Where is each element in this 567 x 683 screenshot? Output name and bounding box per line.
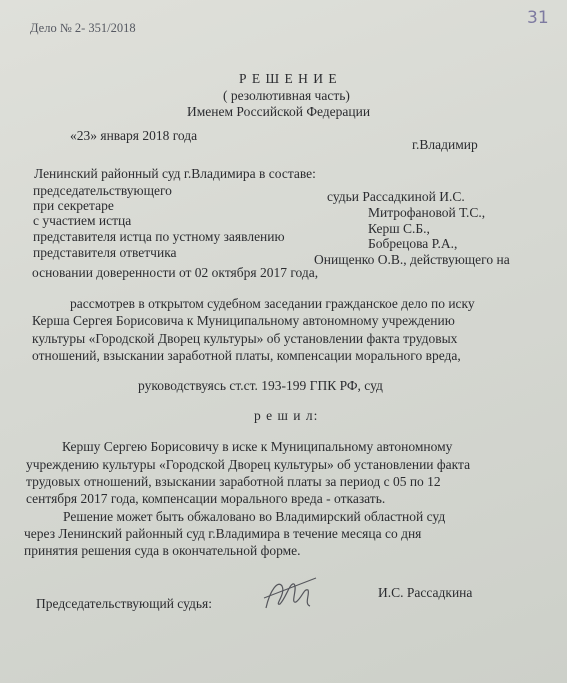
- role-label-secretary: при секретаре: [33, 198, 114, 213]
- decided-heading: р е ш и л:: [254, 408, 319, 423]
- role-name-judge: судьи Рассадкиной И.С.: [327, 189, 465, 204]
- handwritten-page-number: 31: [527, 8, 549, 28]
- decision-line: учреждению культуры «Городской Дворец культуры» об установлении факта: [26, 457, 471, 472]
- signature-label: Председательствующий судья:: [36, 596, 213, 611]
- considered-line: культуры «Городской Дворец культуры» об установлении факта трудовых: [32, 331, 458, 346]
- role-label-plaintiff: с участием истца: [33, 213, 132, 228]
- appeal-line: принятия решения суда в окончательной форме.: [24, 543, 301, 558]
- considered-line: Керша Сергея Борисовича к Муниципальному автономному учреждению: [32, 313, 455, 328]
- court-composition: Ленинский районный суд г.Владимира в составе:: [34, 166, 316, 181]
- appeal-line: Решение может быть обжаловано во Владимирский областной суд: [63, 509, 446, 524]
- document-title: Р Е Ш Е Н И Е: [239, 71, 338, 86]
- decision-city: г.Владимир: [412, 137, 478, 152]
- judge-signature: [260, 568, 320, 618]
- role-label-plaintiff-representative: представителя истца по устному заявлению: [33, 229, 285, 244]
- role-name-defendant-representative: Онищенко О.В., действующего на: [314, 252, 510, 267]
- guided-by-line: руководствуясь ст.ст. 193-199 ГПК РФ, суд: [138, 378, 383, 393]
- signature-name: И.С. Рассадкина: [378, 585, 473, 600]
- decision-line: трудовых отношений, взыскании заработной платы за период с 05 по 12: [26, 474, 441, 489]
- appeal-line: через Ленинский районный суд г.Владимира в течение месяца со дня: [24, 526, 422, 541]
- role-name-secretary: Митрофановой Т.С.,: [368, 205, 486, 220]
- considered-line: отношений, взыскании заработной платы, компенсации морального вреда,: [32, 348, 461, 363]
- role-name-plaintiff-representative: Бобрецова Р.А.,: [368, 236, 458, 251]
- considered-line: рассмотрев в открытом судебном заседании гражданское дело по иску: [70, 296, 475, 311]
- name-of-federation: Именем Российской Федерации: [187, 104, 371, 119]
- document-subtitle: ( резолютивная часть): [223, 88, 350, 103]
- power-of-attorney-line: основании доверенности от 02 октября 2017 года,: [32, 265, 319, 280]
- role-label-judge: председательствующего: [33, 183, 172, 198]
- role-name-plaintiff: Керш С.Б.,: [368, 221, 430, 236]
- decision-line: сентября 2017 года, компенсации морального вреда - отказать.: [26, 491, 386, 506]
- case-number: Дело № 2- 351/2018: [30, 21, 136, 35]
- decision-line: Кершу Сергею Борисовичу в иске к Муниципальному автономному: [62, 439, 453, 454]
- role-label-defendant-representative: представителя ответчика: [33, 245, 177, 260]
- decision-date: «23» января 2018 года: [70, 128, 198, 143]
